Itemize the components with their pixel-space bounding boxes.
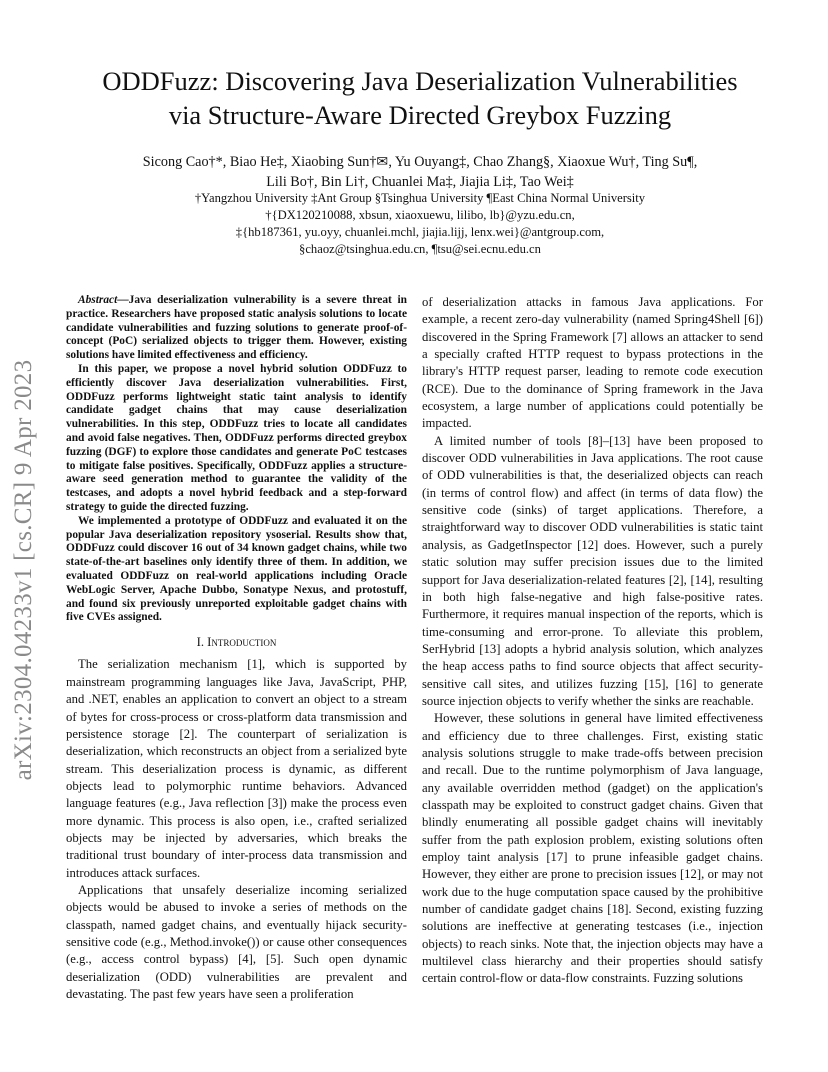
abstract-text-1: —Java deserialization vulnerability is a severe threat in practice. Researchers have proposed static analysis solutions to locate candidate vulnerabilities and fuzzing solutions to generate proof-of-concept (PoC) serialized objects to trigger them. However, existing solutions have limited effectiveness and efficiency. xyxy=(66,294,407,362)
section-number: I. xyxy=(196,635,204,650)
arxiv-identifier-sidebar xyxy=(2,290,46,850)
authors-line-1: Sicong Cao†*, Biao He‡, Xiaobing Sun†✉, Yu Ouyang‡, Chao Zhang§, Xiaoxue Wu†, Ting Su¶, xyxy=(142,154,698,170)
title-line-1: ODDFuzz: Discovering Java Deserialization Vulnerabilities xyxy=(102,66,738,96)
section-heading-introduction xyxy=(66,634,407,651)
body-paragraph-3: However, these solutions in general have limited effectiveness and efficiency due to three challenges. First, existing static analysis solutions struggle to make trade-offs between precision and recall. Due to the runtime polymorphism of Java language, any available overridden method (gadget) on the application's classpath may be exploited to construct gadget chains. Given that blindly enumerating all possible gadget chains will inevitably suffer from the path explosion problem, existing solutions often employ taint analysis [17] to prune infeasible gadget chains. However, they either are prone to precision issues [12], or may not work due to the huge computation space caused by the prohibitive number of candidate gadget chains [18]. Second, existing fuzzing solutions are ineffective at generating testcases (i.e., injection objects) to reach sinks. Note that, the injection objects may have a multilevel class hierarchy and their properties should satisfy certain control-flow or data-flow constraints. Fuzzing solutions xyxy=(422,711,763,986)
left-column xyxy=(66,294,407,1003)
right-column xyxy=(422,294,763,988)
abstract-label: Abstract xyxy=(78,294,118,306)
authors-line-2: Lili Bo†, Bin Li†, Chuanlei Ma‡, Jiajia Li‡, Tao Wei‡ xyxy=(266,174,574,190)
affiliation-line-4: §chaoz@tsinghua.edu.cn, ¶tsu@sei.ecnu.edu.cn xyxy=(299,242,541,256)
abstract-paragraph-2: In this paper, we propose a novel hybrid solution ODDFuzz to efficiently discover Java deserialization vulnerabilities. First, ODDFuzz performs lightweight static taint analysis to identify candidate gadget chains that may cause deserialization vulnerabilities. In this step, ODDFuzz tries to locate all candidates and avoid false negatives. Then, ODDFuzz performs directed greybox fuzzing (DGF) to explore those candidates and generate PoC testcases to mitigate false positives. Specifically, ODDFuzz applies a structure-aware seed generation method to guarantee the validity of the testcases, and adopts a novel hybrid feedback and a step-forward strategy to guide the directed fuzzing. xyxy=(66,362,407,513)
affiliation-line-1: †Yangzhou University ‡Ant Group §Tsinghua University ¶East China Normal University xyxy=(194,191,646,205)
author-list xyxy=(60,152,780,192)
affiliations xyxy=(60,190,780,258)
abstract-paragraph-3: We implemented a prototype of ODDFuzz and evaluated it on the popular Java deserialization repository ysoserial. Results show that, ODDFuzz could discover 16 out of 34 known gadget chains, while two state-of-the-art baselines only identify three of them. In addition, we evaluated ODDFuzz on real-world applications including Oracle WebLogic Server, Apache Dubbo, Sonatype Nexus, and protostuff, and found six previously unreported exploitable gadget chains with five CVEs assigned. xyxy=(66,514,407,624)
body-paragraph-1: of deserialization attacks in famous Java applications. For example, a recent zero-day vulnerability (named Spring4Shell [6]) discovered in the Spring Framework [7] allows an attacker to send a specially crafted HTTP request to bypass protections in the library's HTTP request parser, leading to remote code execution (RCE). Due to the dominance of Spring framework in the Java ecosystem, a large number of applications could potentially be impacted. xyxy=(422,295,763,431)
section-title: Introduction xyxy=(207,635,277,650)
title-line-2: via Structure-Aware Directed Greybox Fuzzing xyxy=(168,100,672,130)
paper-title xyxy=(60,64,780,132)
abstract-paragraph-1 xyxy=(66,294,407,363)
intro-paragraph-1: The serialization mechanism [1], which is supported by mainstream programming languages like Java, JavaScript, PHP, and .NET, enables an application to convert an object to a stream of bytes for cross-process or cross-platform data transmission and persistence storage [2]. The counterpart of serialization is deserialization, which reconstructs an object from a serialized byte stream. This deserialization process is dynamic, as different objects lead to polymorphic runtime behaviors. Advanced language features (e.g., Java reflection [3]) make the process even more dynamic. This process is also open, i.e., crafted serialized objects may be injected by adversaries, which breaks the traditional trust boundary of inter-process data transmission and introduces attack surfaces. xyxy=(66,657,407,880)
affiliation-line-3: ‡{hb187361, yu.oyy, chuanlei.mchl, jiajia.lijj, lenx.wei}@antgroup.com, xyxy=(235,225,605,239)
intro-paragraph-2: Applications that unsafely deserialize incoming serialized objects would be abused to invoke a series of methods on the classpath, named gadget chains, and eventually hijack security-sensitive code (e.g., Method.invoke()) or cause other consequences (e.g., access control bypass) [4], [5]. Such open dynamic deserialization (ODD) vulnerabilities are prevalent and devastating. The past few years have seen a proliferation xyxy=(66,882,407,1001)
arxiv-identifier: arXiv:2304.04233v1 [cs.CR] 9 Apr 2023 xyxy=(10,359,37,781)
affiliation-line-2: †{DX120210088, xbsun, xiaoxuewu, lilibo, lb}@yzu.edu.cn, xyxy=(265,208,575,222)
body-paragraph-2: A limited number of tools [8]–[13] have been proposed to discover ODD vulnerabilities in Java applications. The root cause of ODD vulnerabilities is that, the deserialized objects can reach (in terms of control flow) and affect (in terms of data flow) the sensitive code (sinks) of target applications. Therefore, a straightforward way to discover ODD vulnerabilities is static taint analysis, as GadgetInspector [12] does. However, such a purely static solution may suffer precision issues due to the limited support for Java deserialization-related features [2], [14], resulting in both high false-negative and high false-positive rates. Furthermore, it requires manual inspection of the reports, which is time-consuming and error-prone. To alleviate this problem, SerHybrid [13] adopts a hybrid analysis solution, which analyzes the heap access paths to find source objects that affect security-sensitive call sites, and utilizes fuzzing [15], [16] to generate source injection objects to verify whether the sinks are reachable. xyxy=(422,433,763,708)
